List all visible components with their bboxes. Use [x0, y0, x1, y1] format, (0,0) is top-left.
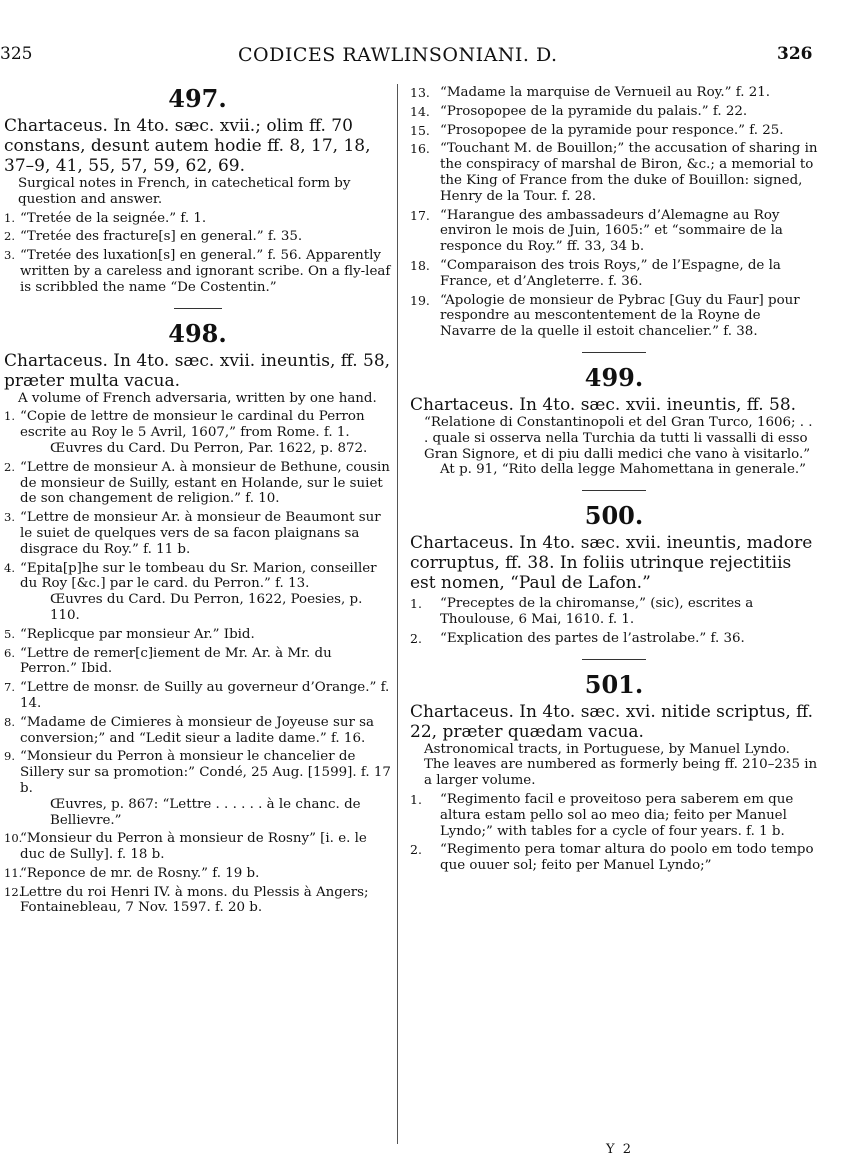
- item-text: “Lettre de monsieur Ar. à monsieur de Beaumont sur le suiet de quelques vers de sa facon plaignans sa disgrace du Roy.” f. 11 b.: [20, 510, 381, 557]
- item-number: 3.: [4, 510, 15, 525]
- item-text: “Monsieur du Perron à monsieur de Rosny” [i. e. le duc de Sully]. f. 18 b.: [20, 831, 367, 863]
- page-number-right: 326: [777, 44, 813, 64]
- item-number: 2.: [4, 229, 15, 244]
- item-text: “Lettre de monsr. de Suilly au governeur d’Orange.” f. 14.: [20, 680, 390, 711]
- list-item: [410, 85, 818, 101]
- entry-note-497: Surgical notes in French, in catechetical form by question and answer.: [18, 176, 351, 207]
- left-column: [4, 82, 391, 916]
- item-number: 1.: [410, 791, 422, 807]
- item-number: 16.: [410, 141, 430, 157]
- list-item: [410, 208, 818, 255]
- item-text: “Harangue des ambassadeurs d’Alemagne au Roy environ le mois de Juin, 1605:” et “sommaire de la responce du Roy.” ff. 33, 34 b.: [440, 207, 783, 255]
- item-text: “Regimento facil e proveitoso pera saberem em que altura estam pello sol ao meo dia; feito per Manuel Lyndo;” with tables for a cycle of four years. f. 1 b.: [440, 791, 794, 839]
- entry-description-501: Chartaceus. In 4to. sæc. xvi. nitide scriptus, ff. 22, præter quædam vacua.: [410, 701, 814, 742]
- item-text: “Madame la marquise de Vernueil au Roy.” f. 21.: [440, 85, 771, 100]
- item-number: 10.: [4, 831, 23, 846]
- item-number: 17.: [410, 207, 430, 223]
- item-number: 2.: [410, 630, 422, 646]
- list-item: [4, 627, 391, 643]
- page-header: [0, 44, 853, 70]
- column-divider: [397, 84, 398, 1144]
- entry-description-499: Chartaceus. In 4to. sæc. xvii. ineuntis, ff. 58.: [410, 394, 797, 415]
- list-item: [4, 248, 391, 295]
- list-item: [4, 211, 391, 227]
- item-text: “Preceptes de la chiromanse,” (sic), escrites a Thoulouse, 6 Mai, 1610. f. 1.: [440, 596, 754, 627]
- entry-description-500: Chartaceus. In 4to. sæc. xvii. ineuntis, madore corruptus, ff. 38. In foliis utrinque rejectitiis est nomen, “Paul de Lafon.”: [410, 533, 813, 594]
- item-number: 4.: [4, 560, 15, 575]
- item-text: “Regimento pera tomar altura do poolo em todo tempo que ouuer sol; feito per Manuel Lyndo;”: [440, 842, 814, 874]
- item-text: “Copie de lettre de monsieur le cardinal du Perron escrite au Roy le 5 Avril, 1607,” from Rome. f. 1.: [20, 409, 365, 441]
- list-item: [4, 680, 391, 712]
- item-text: “Replicque par monsieur Ar.” Ibid.: [20, 626, 255, 642]
- running-title: CODICES RAWLINSONIANI. D.: [238, 44, 558, 66]
- item-reference: Œuvres du Card. Du Perron, Par. 1622, p. 872.: [50, 440, 368, 456]
- list-item: [410, 104, 818, 120]
- item-reference: Œuvres du Card. Du Perron, 1622, Poesies, p. 110.: [50, 592, 363, 623]
- item-number: 5.: [4, 626, 15, 641]
- list-item: [4, 229, 391, 245]
- list-item: [4, 510, 391, 557]
- entry-description-498: Chartaceus. In 4to. sæc. xvii. ineuntis, ff. 58, præter multa vacua.: [4, 350, 391, 391]
- item-text: Lettre du roi Henri IV. à mons. du Plessis à Angers; Fontainebleau, 7 Nov. 1597. f. 20 b.: [20, 884, 369, 916]
- list-item: [4, 749, 391, 828]
- item-text: “Tretée des luxation[s] en general.” f. 56. Apparently written by a careless and ignorant scribe. On a fly-leaf is scribbled the name “De Costentin.”: [20, 248, 391, 295]
- item-number: 12.: [4, 884, 23, 899]
- item-number: 3.: [4, 248, 15, 263]
- list-item: [4, 646, 391, 678]
- list-item: [410, 123, 818, 139]
- section-divider: [582, 352, 646, 353]
- list-item: [410, 631, 818, 647]
- list-item: [4, 561, 391, 624]
- item-reference: Œuvres, p. 867: “Lettre . . . . . . à le chanc. de Bellievre.”: [50, 796, 361, 828]
- section-divider: [582, 659, 646, 660]
- item-number: 2.: [4, 459, 15, 474]
- entry-note-498: A volume of French adversaria, written by one hand.: [18, 390, 377, 406]
- item-number: 8.: [4, 714, 15, 729]
- item-text: “Explication des partes de l’astrolabe.” f. 36.: [440, 630, 745, 646]
- entry-number-497: 497.: [168, 84, 227, 113]
- list-item: [4, 715, 391, 747]
- entry-note-501: Astronomical tracts, in Portuguese, by Manuel Lyndo. The leaves are numbered as formerly being ff. 210–235 in a larger volume.: [424, 741, 818, 789]
- entry-description-497: Chartaceus. In 4to. sæc. xvii.; olim ff. 70 constans, desunt autem hodie ff. 8, 17, 18, 37–9, 41, 55, 57, 59, 62, 69.: [4, 116, 371, 176]
- list-item: [4, 831, 391, 863]
- item-text: “Madame de Cimieres à monsieur de Joyeuse sur sa conversion;” and “Ledit sieur a ladite dame.” f. 16.: [20, 714, 374, 746]
- section-divider: [174, 308, 222, 309]
- item-number: 11.: [4, 865, 23, 880]
- item-text: “Lettre de remer[c]iement de Mr. Ar. à Mr. du Perron.” Ibid.: [20, 645, 332, 677]
- item-text: “Apologie de monsieur de Pybrac [Guy du Faur] pour respondre au mescontentement de la Royne de Navarre de la quelle il estoit chancelier.” f. 38.: [440, 292, 800, 340]
- section-divider: [582, 490, 646, 491]
- item-number: 1.: [410, 596, 422, 612]
- list-item: [410, 842, 818, 874]
- list-item: [410, 792, 818, 839]
- item-text: “Tretée de la seignée.” f. 1.: [20, 210, 207, 226]
- item-text: “Epita[p]he sur le tombeau du Sr. Marion, conseiller du Roy [&c.] par le card. du Perron.” f. 13.: [20, 560, 377, 592]
- item-number: 6.: [4, 645, 15, 660]
- item-text: “Comparaison des trois Roys,” de l’Espagne, de la France, et d’Angleterre. f. 36.: [440, 257, 781, 289]
- item-number: 15.: [410, 122, 430, 138]
- item-number: 1.: [4, 409, 15, 424]
- list-item: [410, 258, 818, 290]
- item-text: “Reponce de mr. de Rosny.” f. 19 b.: [20, 865, 260, 881]
- item-number: 14.: [410, 103, 430, 119]
- right-column: [410, 82, 818, 874]
- entry-number-498: 498.: [168, 318, 227, 348]
- list-item: [4, 866, 391, 882]
- list-item: [4, 409, 391, 456]
- page-number-left: 325: [0, 44, 33, 64]
- item-number: 18.: [410, 257, 430, 273]
- list-item: [410, 141, 818, 204]
- item-text: “Prosopopee de la pyramide pour responce.” f. 25.: [440, 122, 784, 138]
- entry-subnote-499: At p. 91, “Rito della legge Mahomettana in generale.”: [440, 462, 806, 478]
- item-text: “Monsieur du Perron à monsieur le chancelier de Sillery sur sa promotion:” Condé, 25 Aug. [1599]. f. 17 b.: [20, 749, 391, 796]
- item-number: 9.: [4, 749, 15, 764]
- signature-mark: Y 2: [606, 1142, 633, 1157]
- item-number: 13.: [410, 85, 430, 100]
- list-item: [410, 596, 818, 628]
- item-number: 19.: [410, 292, 430, 308]
- list-item: [4, 460, 391, 507]
- item-number: 7.: [4, 680, 15, 695]
- entry-note-499: “Relatione di Constantinopoli et del Gran Turco, 1606; . . . quale si osserva nella Turchia da tutti li vassalli di esso Gran Signore, et di piu dalli medici che vano à visitarlo.”: [424, 414, 813, 462]
- entry-number-499: 499.: [584, 362, 644, 392]
- item-number: 2.: [410, 842, 422, 858]
- item-text: “Prosopopee de la pyramide du palais.” f. 22.: [440, 103, 748, 119]
- item-text: “Touchant M. de Bouillon;” the accusation of sharing in the conspiracy of marshal de Biron, &c.; a memorial to the King of France from the duke of Bouillon: signed, Henry de la Tour. f. 28.: [440, 141, 818, 204]
- entry-number-500: 500.: [584, 501, 644, 531]
- item-text: “Lettre de monsieur A. à monsieur de Bethune, cousin de monsieur de Suilly, estant en Holande, sur le suiet de son changement de religion.” f. 10.: [20, 459, 390, 507]
- item-text: “Tretée des fracture[s] en general.” f. 35.: [20, 229, 303, 245]
- list-item: [410, 293, 818, 340]
- list-item: [4, 885, 391, 917]
- entry-number-501: 501.: [584, 669, 644, 699]
- item-number: 1.: [4, 210, 15, 225]
